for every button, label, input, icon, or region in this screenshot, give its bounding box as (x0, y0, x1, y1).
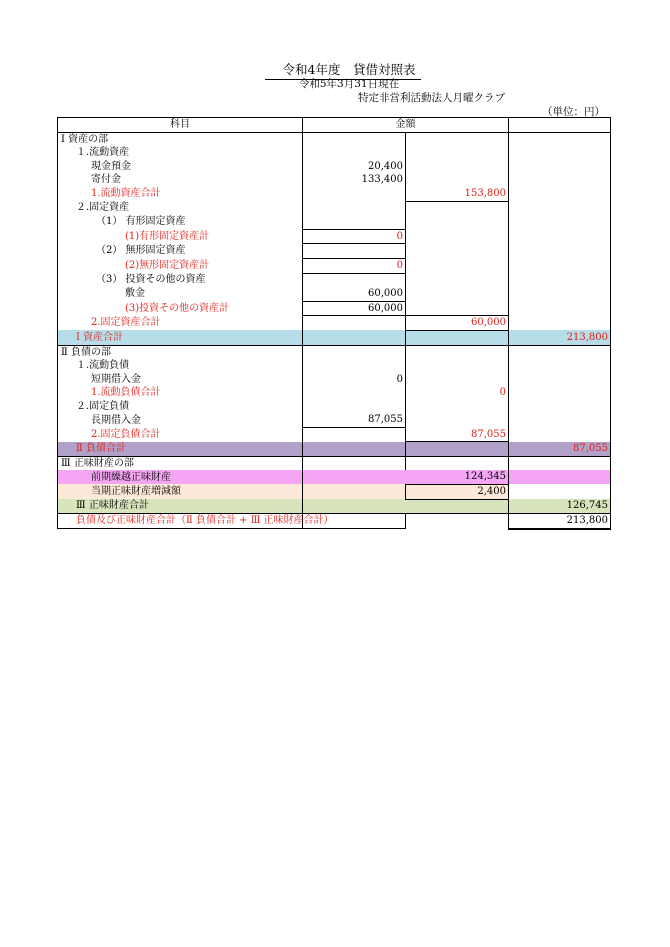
table-row (58, 160, 611, 174)
table-row (58, 442, 611, 457)
net-change-label: 当期正味財産増減額 (58, 484, 303, 499)
organization-name: 特定非営利活動法人月曜クラブ (358, 92, 505, 104)
table-row (58, 514, 611, 529)
fixed-assets-total-value: 60,000 (406, 316, 509, 331)
donation-value: 133,400 (361, 174, 403, 186)
table-row (58, 373, 611, 387)
subject-column-header: 科目 (58, 118, 303, 133)
net-assets-total-label: Ⅲ 正味財産合計 (58, 499, 303, 514)
table-row (58, 400, 611, 414)
investment-assets-label: （3） 投資その他の資産 (58, 273, 303, 287)
donation-label: 寄付金 (58, 173, 303, 187)
grand-total-value: 213,800 (509, 514, 611, 529)
table-row (58, 201, 611, 215)
tangible-total-label: (1)有形固定資産計 (58, 229, 303, 244)
prev-net-assets-value: 124,345 (406, 470, 509, 484)
as-of-date: 令和5年3月31日現在 (298, 78, 400, 90)
net-change-value: 2,400 (406, 484, 509, 499)
intangible-total-label: (2)無形固定資産計 (58, 258, 303, 273)
liabilities-section-label: Ⅱ 負債の部 (58, 345, 303, 359)
assets-total-label: Ⅰ 資産合計 (58, 330, 303, 345)
table-row (58, 187, 611, 201)
table-row (58, 215, 611, 229)
table-row (58, 244, 611, 259)
table-row (58, 330, 611, 345)
cash-label: 現金預金 (58, 160, 303, 174)
assets-total-value: 213,800 (509, 330, 611, 345)
short-loan-value: 0 (303, 373, 406, 387)
cash-value: 20,400 (368, 160, 403, 172)
long-loan-value: 87,055 (303, 413, 406, 427)
document-title: 令和4年度 貸借対照表 (0, 60, 670, 80)
table-row (58, 413, 611, 427)
current-liabilities-total-value: 0 (406, 386, 509, 400)
current-assets-total-label: 1.流動資産合計 (58, 187, 303, 201)
fixed-assets-label: ２.固定資産 (58, 201, 303, 215)
table-row (58, 287, 611, 301)
net-assets-total-value: 126,745 (509, 499, 611, 514)
table-row (58, 456, 611, 470)
table-row (58, 301, 611, 316)
intangible-assets-label: （2） 無形固定資産 (58, 244, 303, 259)
fixed-assets-total-label: 2.固定資産合計 (58, 316, 303, 331)
amount-column-header-blank (509, 118, 611, 133)
fixed-liabilities-total-label: 2.固定負債合計 (58, 428, 303, 442)
table-row (58, 173, 611, 187)
current-liabilities-label: １.流動負債 (58, 359, 303, 373)
table-row (58, 345, 611, 359)
table-header-row (58, 118, 611, 133)
current-assets-total-value: 153,800 (406, 187, 509, 201)
fixed-liabilities-label: ２.固定負債 (58, 400, 303, 414)
deposit-label: 敷金 (58, 287, 303, 301)
net-assets-section-label: Ⅲ 正味財産の部 (58, 456, 303, 470)
table-row (58, 359, 611, 373)
table-row (58, 132, 611, 146)
deposit-value: 60,000 (303, 287, 406, 301)
long-loan-label: 長期借入金 (58, 413, 303, 427)
table-row (58, 229, 611, 244)
balance-sheet-table (57, 117, 611, 530)
table-row (58, 470, 611, 484)
prev-net-assets-label: 前期繰越正味財産 (58, 470, 303, 484)
tangible-assets-label: （1） 有形固定資産 (58, 215, 303, 229)
fixed-liabilities-total-value: 87,055 (406, 428, 509, 442)
short-loan-label: 短期借入金 (58, 373, 303, 387)
amount-column-header: 金額 (303, 118, 509, 133)
tangible-total-value: 0 (303, 229, 406, 244)
table-row (58, 316, 611, 331)
liabilities-total-value: 87,055 (509, 442, 611, 457)
grand-total-label: 負債及び正味財産合計（Ⅱ 負債合計 + Ⅲ 正味財産合計） (58, 514, 303, 529)
intangible-total-value: 0 (303, 258, 406, 273)
assets-section-label: Ⅰ 資産の部 (58, 132, 303, 146)
current-liabilities-total-label: 1.流動負債合計 (58, 386, 303, 400)
table-row (58, 428, 611, 442)
table-row (58, 484, 611, 499)
table-row (58, 499, 611, 514)
table-row (58, 258, 611, 273)
investment-total-value: 60,000 (303, 301, 406, 316)
investment-total-label: (3)投資その他の資産計 (58, 301, 303, 316)
table-row (58, 273, 611, 287)
table-row (58, 386, 611, 400)
table-row (58, 146, 611, 160)
current-assets-label: １.流動資産 (58, 146, 303, 160)
unit-label: （単位：円） (542, 106, 605, 118)
liabilities-total-label: Ⅱ 負債合計 (58, 442, 303, 457)
